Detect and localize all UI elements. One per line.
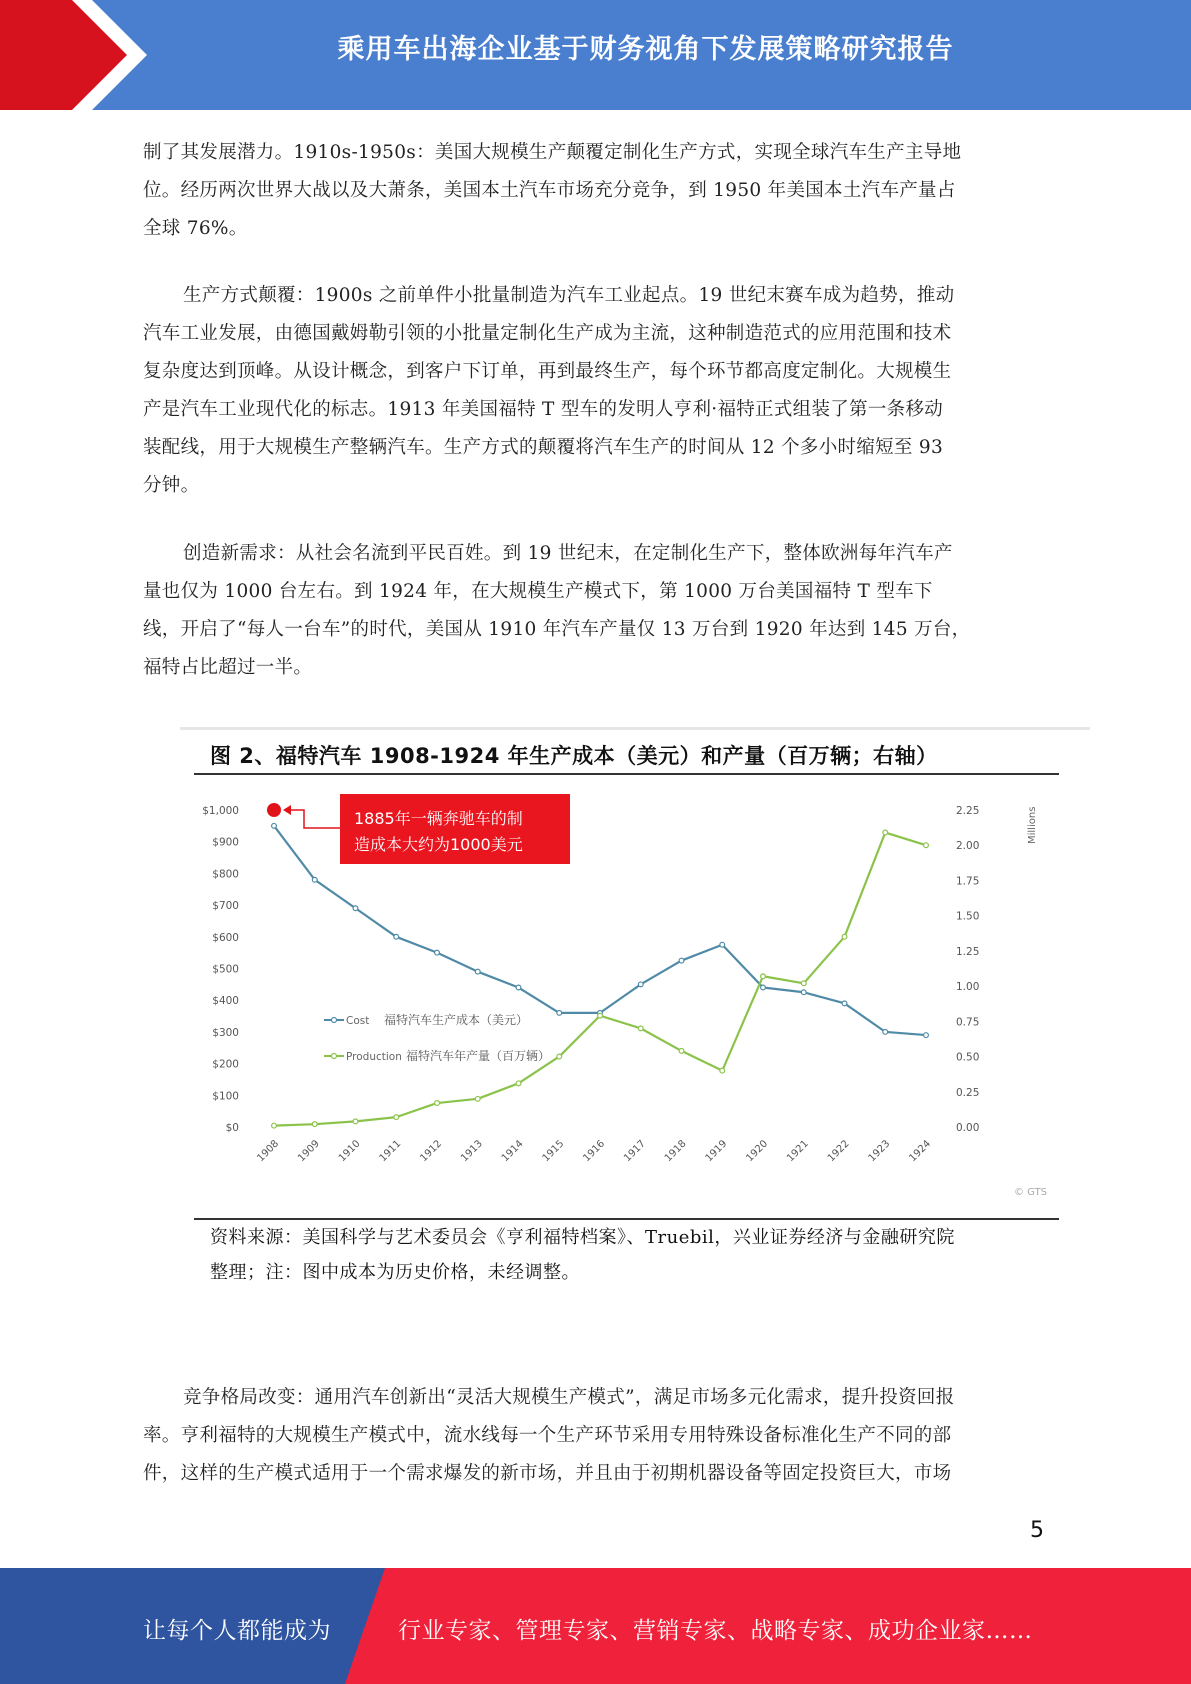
legend-label-cost: Cost [346, 1015, 370, 1027]
data-point-cost [353, 906, 358, 911]
left-axis-tick-label: $800 [212, 868, 239, 881]
page-number: 5 [1030, 1518, 1044, 1543]
text-line: 全球 76%。 [143, 218, 248, 239]
annotation [267, 794, 570, 864]
text-line: 线，开启了“每人一台车”的时代，美国从 1910 年汽车产量仅 13 万台到 1920 年达到 145 万台， [143, 619, 971, 640]
source-line-1: 资料来源：美国科学与艺术委员会《亨利福特档案》、Truebil，兴业证券经济与金融研究院 [210, 1227, 955, 1248]
text-line: 创造新需求：从社会名流到平民百姓。到 19 世纪末，在定制化生产下，整体欧洲每年汽车产 [183, 543, 953, 564]
data-point-cost [516, 985, 521, 990]
data-point-cost [394, 934, 399, 939]
legend [324, 1012, 550, 1063]
figure [180, 726, 1090, 1296]
data-point-cost [475, 969, 480, 974]
data-point-cost [924, 1033, 929, 1038]
text-line: 产是汽车工业现代化的标志。1913 年美国福特 T 型车的发明人亨利·福特正式组装了第一条移动 [143, 399, 944, 420]
series-line-production [274, 833, 926, 1126]
left-axis-tick-label: $900 [212, 836, 239, 849]
text-line: 率。亨利福特的大规模生产模式中，流水线每一个生产环节采用专用特殊设备标准化生产不同的部 [143, 1425, 952, 1446]
line-chart [194, 794, 1074, 1216]
x-axis-tick-label: 1916 [581, 1138, 608, 1165]
data-point-production [312, 1122, 317, 1127]
data-point-production [679, 1049, 684, 1054]
figure-source [210, 1220, 1080, 1290]
text-line: 福特占比超过一半。 [143, 657, 313, 678]
data-point-production [924, 843, 929, 848]
x-axis-tick-label: 1917 [622, 1138, 648, 1165]
annotation-line-1: 1885年一辆奔驰车的制 [354, 809, 523, 828]
left-axis-tick-label: $1,000 [202, 805, 239, 817]
data-point-cost [272, 823, 277, 828]
annotation-arrow-icon [283, 805, 291, 815]
header-bar [0, 0, 1191, 110]
annotation-dot-icon [267, 803, 281, 817]
right-axis-tick-label: 0.25 [956, 1086, 980, 1099]
paragraph-4 [143, 1379, 1048, 1493]
data-point-cost [638, 982, 643, 987]
data-point-cost [557, 1010, 562, 1015]
x-axis-tick-label: 1924 [907, 1138, 934, 1165]
header-arrow-icon [0, 0, 160, 110]
footer-slogan-right: 行业专家、管理专家、营销专家、战略专家、成功企业家…… [398, 1618, 1033, 1644]
figure-title: 图 2、福特汽车 1908-1924 年生产成本（美元）和产量（百万辆；右轴） [210, 744, 938, 768]
x-axis-tick-label: 1912 [418, 1138, 445, 1165]
left-axis-tick-label: $700 [212, 900, 239, 913]
right-axis-tick-label: 2.00 [956, 840, 980, 853]
data-point-production [272, 1123, 277, 1128]
right-axis-tick-label: 0.50 [956, 1051, 980, 1064]
data-point-cost [842, 1001, 847, 1006]
source-line-2: 整理；注：图中成本为历史价格，未经调整。 [210, 1262, 580, 1283]
x-axis-tick-label: 1911 [377, 1138, 404, 1165]
data-point-cost [883, 1030, 888, 1035]
text-line: 装配线，用于大规模生产整辆汽车。生产方式的颠覆将汽车生产的时间从 12 个多小时缩短至 93 [143, 437, 944, 458]
left-axis-tick-label: $0 [225, 1122, 239, 1134]
paragraph-1 [143, 134, 1048, 248]
data-point-production [638, 1026, 643, 1031]
data-point-production [720, 1068, 725, 1073]
x-axis-tick-label: 1922 [825, 1138, 852, 1165]
data-point-cost [761, 985, 766, 990]
text-line: 分钟。 [143, 475, 200, 496]
left-axis-tick-label: $600 [212, 931, 239, 944]
text-line: 汽车工业发展，由德国戴姆勒引领的小批量定制化生产成为主流，这种制造范式的应用范围和技术 [143, 323, 952, 344]
data-point-production [475, 1096, 480, 1101]
text-line: 量也仅为 1000 台左右。到 1924 年，在大规模生产模式下，第 1000 万台美国福特 T 型车下 [143, 581, 933, 602]
left-axis-tick-label: $300 [212, 1026, 239, 1039]
paragraph-2 [143, 277, 1048, 505]
right-axis-tick-label: 1.50 [956, 910, 980, 923]
data-point-production [435, 1101, 440, 1106]
data-point-cost [801, 990, 806, 995]
x-axis-tick-label: 1914 [499, 1138, 526, 1165]
x-axis-tick-label: 1921 [785, 1138, 811, 1165]
left-axis-tick-label: $200 [212, 1058, 239, 1071]
divider [194, 773, 1059, 775]
data-point-production [761, 974, 766, 979]
legend-marker-production [332, 1054, 337, 1059]
x-axis-tick-label: 1920 [744, 1138, 771, 1165]
header-title: 乘用车出海企业基于财务视角下发展策略研究报告 [337, 34, 954, 65]
right-axis-tick-label: 2.25 [956, 805, 980, 817]
divider [180, 727, 1090, 730]
right-axis-tick-label: 1.00 [956, 981, 980, 994]
data-point-production [883, 830, 888, 835]
right-axis-label: Millions [1027, 806, 1038, 844]
legend-label-production: Production [346, 1051, 402, 1063]
data-point-cost [720, 942, 725, 947]
x-axis-tick-label: 1913 [459, 1138, 485, 1165]
x-axis-tick-label: 1908 [255, 1138, 282, 1165]
data-point-cost [312, 877, 317, 882]
data-point-production [801, 981, 806, 986]
x-axis-tick-label: 1918 [662, 1138, 689, 1165]
text-line: 生产方式颠覆：1900s 之前单件小批量制造为汽车工业起点。19 世纪末赛车成为趋势，推动 [183, 285, 955, 306]
text-line: 复杂度达到顶峰。从设计概念，到客户下订单，再到最终生产，每个环节都高度定制化。大规模生 [143, 361, 952, 382]
data-point-production [353, 1119, 358, 1124]
left-axis-tick-label: $500 [212, 963, 239, 976]
data-point-production [598, 1013, 603, 1018]
x-axis-tick-label: 1919 [703, 1138, 730, 1165]
right-axis-tick-label: 1.25 [956, 945, 980, 958]
x-axis-tick-label: 1915 [540, 1138, 567, 1165]
data-point-cost [679, 958, 684, 963]
left-axis-tick-label: $400 [212, 995, 239, 1008]
data-point-production [842, 934, 847, 939]
legend-label-production-cn: 福特汽车年产量（百万辆） [406, 1049, 551, 1063]
legend-marker-cost [332, 1018, 337, 1023]
text-line: 制了其发展潜力。1910s-1950s：美国大规模生产颠覆定制化生产方式，实现全球汽车生产主导地 [143, 142, 962, 163]
text-line: 竞争格局改变：通用汽车创新出“灵活大规模生产模式”，满足市场多元化需求，提升投资回报 [183, 1387, 955, 1408]
data-point-production [557, 1054, 562, 1059]
data-point-cost [435, 950, 440, 955]
text-line: 位。经历两次世界大战以及大萧条，美国本土汽车市场充分竞争，到 1950 年美国本土汽车产量占 [143, 180, 956, 201]
x-axis-tick-label: 1909 [296, 1138, 322, 1165]
x-axis-tick-label: 1923 [866, 1138, 893, 1165]
text-line: 件，这样的生产模式适用于一个需求爆发的新市场，并且由于初期机器设备等固定投资巨大，市场 [143, 1463, 952, 1484]
data-point-production [516, 1081, 521, 1086]
annotation-leader [291, 810, 340, 828]
footer-slogan-left: 让每个人都能成为 [143, 1618, 331, 1644]
x-axis-tick-label: 1910 [336, 1138, 363, 1165]
annotation-line-2: 造成本大约为1000美元 [354, 835, 523, 854]
right-axis-tick-label: 0.00 [956, 1122, 980, 1134]
data-point-production [394, 1115, 399, 1120]
right-axis-tick-label: 0.75 [956, 1016, 980, 1029]
paragraph-3 [143, 535, 1048, 687]
legend-label-cost-cn: 福特汽车生产成本（美元） [384, 1013, 529, 1027]
watermark: © GTS [1014, 1187, 1048, 1198]
left-axis-tick-label: $100 [212, 1090, 239, 1103]
right-axis-tick-label: 1.75 [956, 875, 980, 888]
